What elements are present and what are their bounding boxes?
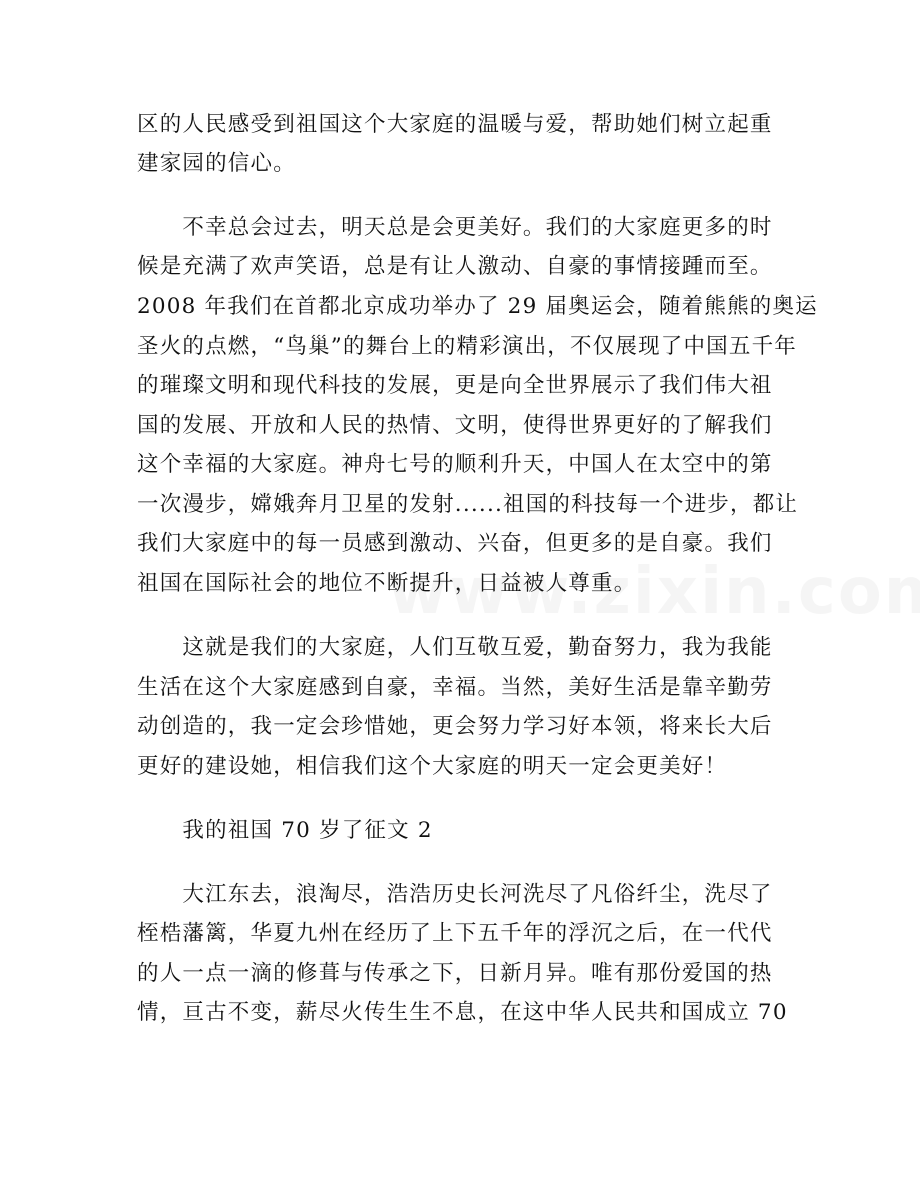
text-line: 的璀璨文明和现代科技的发展，更是向全世界展示了我们伟大祖 bbox=[137, 373, 773, 398]
text-line: 这就是我们的大家庭，人们互敬互爱，勤奋努力，我为我能 bbox=[137, 635, 773, 660]
text-line: 区的人民感受到祖国这个大家庭的温暖与爱，帮助她们树立起重 bbox=[137, 112, 773, 137]
text-line: 这个幸福的大家庭。神舟七号的顺利升天，中国人在太空中的第 bbox=[137, 452, 773, 477]
text-line: 不幸总会过去，明天总是会更美好。我们的大家庭更多的时 bbox=[137, 215, 773, 240]
text-line: 桎梏藩篱，华夏九州在经历了上下五千年的浮沉之后，在一代代 bbox=[137, 921, 773, 946]
text-line: 生活在这个大家庭感到自豪，幸福。当然，美好生活是靠辛勤劳 bbox=[137, 675, 773, 700]
text-line: 圣火的点燃，“鸟巢”的舞台上的精彩演出，不仅展现了中国五千年 bbox=[137, 334, 797, 359]
section-heading: 我的祖国 70 岁了征文 2 bbox=[137, 818, 433, 843]
text-line: 的人一点一滴的修葺与传承之下，日新月异。唯有那份爱国的热 bbox=[137, 961, 773, 986]
text-line: 2008 年我们在首都北京成功举办了 29 届奥运会，随着熊熊的奥运 bbox=[137, 294, 818, 319]
text-line: 一次漫步，嫦娥奔月卫星的发射......祖国的科技每一个进步，都让 bbox=[137, 492, 799, 517]
text-line: 更好的建设她，相信我们这个大家庭的明天一定会更美好！ bbox=[137, 754, 728, 779]
text-line: 我们大家庭中的每一员感到激动、兴奋，但更多的是自豪。我们 bbox=[137, 531, 773, 556]
text-line: 大江东去，浪淘尽，浩浩历史长河洗尽了凡俗纤尘，洗尽了 bbox=[137, 882, 773, 907]
text-line: 动创造的，我一定会珍惜她，更会努力学习好本领，将来长大后 bbox=[137, 714, 773, 739]
text-line: 国的发展、开放和人民的热情、文明，使得世界更好的了解我们 bbox=[137, 413, 773, 438]
text-line: 候是充满了欢声笑语，总是有让人激动、自豪的事情接踵而至。 bbox=[137, 254, 773, 279]
text-line: 祖国在国际社会的地位不断提升，日益被人尊重。 bbox=[137, 571, 637, 596]
text-line: 建家园的信心。 bbox=[137, 151, 296, 176]
text-line: 情，亘古不变，薪尽火传生生不息，在这中华人民共和国成立 70 bbox=[137, 1000, 788, 1025]
